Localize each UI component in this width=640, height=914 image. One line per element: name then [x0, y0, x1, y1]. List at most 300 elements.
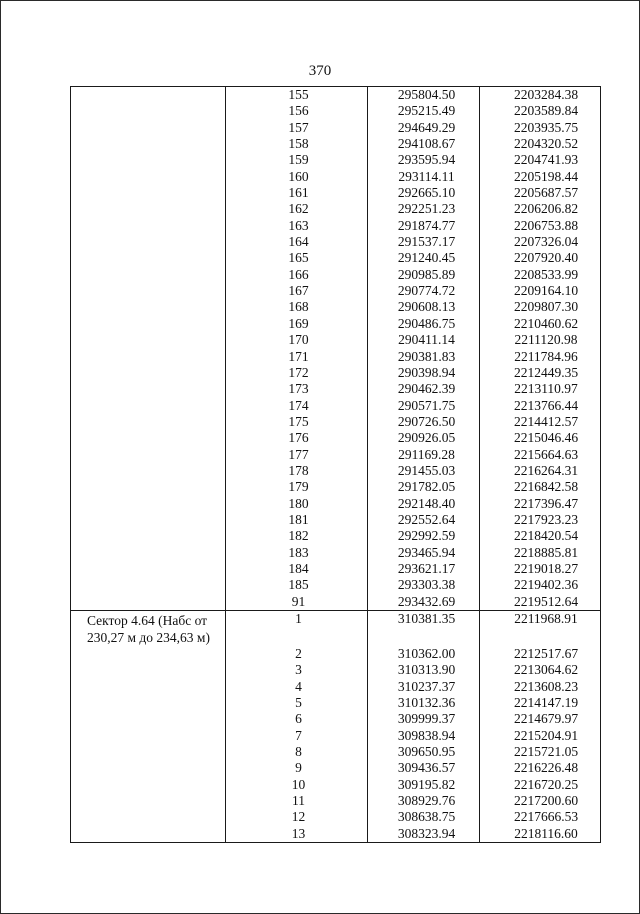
x-coordinate-value: 295215.49 [397, 103, 456, 119]
sector-cell [71, 826, 226, 843]
y-coordinate-cell [480, 463, 601, 479]
x-coordinate-cell [368, 728, 480, 744]
point-number-value: 161 [288, 185, 309, 201]
x-coordinate-cell [368, 577, 480, 593]
y-coordinate-value: 2219018.27 [513, 560, 579, 576]
point-number-value: 169 [288, 315, 309, 331]
y-coordinate-cell [480, 349, 601, 365]
sector-cell [71, 87, 226, 104]
table-row [71, 381, 601, 397]
point-number-cell [226, 662, 368, 678]
y-coordinate-value: 2205198.44 [513, 168, 579, 184]
y-coordinate-cell [480, 777, 601, 793]
sector-cell [71, 711, 226, 727]
y-coordinate-value: 2203284.38 [513, 87, 579, 102]
y-coordinate-value: 2213064.62 [513, 662, 579, 678]
x-coordinate-cell [368, 283, 480, 299]
point-number-value: 158 [288, 136, 309, 152]
point-number-value: 3 [295, 662, 302, 678]
point-number-value: 166 [288, 266, 309, 282]
y-coordinate-cell [480, 414, 601, 430]
x-coordinate-value: 292665.10 [397, 185, 456, 201]
x-coordinate-value: 290411.14 [398, 332, 455, 348]
point-number-value: 165 [288, 250, 309, 266]
y-coordinate-value: 2217200.60 [513, 793, 579, 809]
y-coordinate-value: 2214679.97 [513, 711, 579, 727]
coordinates-table [70, 86, 601, 843]
sector-cell [71, 646, 226, 662]
y-coordinate-cell [480, 793, 601, 809]
table-row [71, 349, 601, 365]
sector-cell [71, 744, 226, 760]
x-coordinate-value: 291537.17 [397, 234, 456, 250]
x-coordinate-value: 310313.90 [397, 662, 456, 678]
x-coordinate-value: 292148.40 [397, 495, 456, 511]
x-coordinate-value: 294108.67 [397, 136, 456, 152]
table-row [71, 777, 601, 793]
table-row [71, 250, 601, 266]
y-coordinate-value: 2210460.62 [513, 315, 579, 331]
y-coordinate-value: 2214412.57 [513, 413, 579, 429]
y-coordinate-cell [480, 512, 601, 528]
x-coordinate-cell [368, 349, 480, 365]
table-row [71, 283, 601, 299]
point-number-cell [226, 826, 368, 843]
point-number-cell [226, 381, 368, 397]
sector-cell [71, 365, 226, 381]
sector-cell [71, 316, 226, 332]
sector-cell [71, 332, 226, 348]
y-coordinate-value: 2215204.91 [513, 727, 579, 743]
x-coordinate-cell [368, 430, 480, 446]
y-coordinate-cell [480, 283, 601, 299]
y-coordinate-cell [480, 577, 601, 593]
y-coordinate-cell [480, 234, 601, 250]
x-coordinate-value: 293621.17 [397, 560, 456, 576]
x-coordinate-value: 290774.72 [397, 283, 456, 299]
x-coordinate-cell [368, 414, 480, 430]
point-number-cell [226, 169, 368, 185]
y-coordinate-cell [480, 744, 601, 760]
y-coordinate-value: 2211120.98 [514, 332, 578, 348]
y-coordinate-value: 2203589.84 [513, 103, 579, 119]
y-coordinate-cell [480, 561, 601, 577]
y-coordinate-value: 2217396.47 [513, 495, 579, 511]
x-coordinate-value: 309999.37 [397, 711, 456, 727]
x-coordinate-cell [368, 267, 480, 283]
point-number-value: 163 [288, 217, 309, 233]
y-coordinate-value: 2212517.67 [513, 646, 579, 661]
y-coordinate-value: 2215046.46 [513, 430, 579, 446]
point-number-value: 185 [288, 577, 309, 593]
sector-cell [71, 679, 226, 695]
point-number-value: 183 [288, 544, 309, 560]
x-coordinate-value: 308638.75 [397, 809, 456, 825]
point-number-cell [226, 679, 368, 695]
sector-cell [71, 777, 226, 793]
x-coordinate-value: 290726.50 [397, 413, 456, 429]
sector-cell [71, 512, 226, 528]
table-row [71, 218, 601, 234]
point-number-value: 157 [288, 119, 309, 135]
y-coordinate-cell [480, 316, 601, 332]
x-coordinate-value: 309838.94 [397, 727, 456, 743]
sector-cell [71, 136, 226, 152]
table-row [71, 512, 601, 528]
x-coordinate-value: 290398.94 [397, 364, 456, 380]
sector-cell [71, 479, 226, 495]
point-number-cell [226, 283, 368, 299]
sector-cell [71, 695, 226, 711]
point-number-value: 175 [288, 413, 309, 429]
x-coordinate-value: 292251.23 [397, 201, 456, 217]
point-number-cell [226, 577, 368, 593]
y-coordinate-value: 2205687.57 [513, 185, 579, 201]
table-row [71, 760, 601, 776]
x-coordinate-cell [368, 234, 480, 250]
point-number-value: 159 [288, 152, 309, 168]
point-number-value: 7 [295, 727, 302, 743]
point-number-cell [226, 136, 368, 152]
point-number-cell [226, 316, 368, 332]
y-coordinate-cell [480, 711, 601, 727]
y-coordinate-value: 2219512.64 [513, 593, 579, 609]
point-number-cell [226, 463, 368, 479]
point-number-cell [226, 646, 368, 662]
x-coordinate-cell [368, 136, 480, 152]
x-coordinate-value: 293114.11 [398, 168, 455, 184]
point-number-cell [226, 398, 368, 414]
point-number-cell [226, 430, 368, 446]
y-coordinate-cell [480, 496, 601, 512]
table-row [71, 809, 601, 825]
table-row [71, 169, 601, 185]
x-coordinate-cell [368, 381, 480, 397]
y-coordinate-value: 2216226.48 [513, 760, 579, 776]
y-coordinate-value: 2211784.96 [514, 348, 578, 364]
point-number-value: 155 [288, 87, 309, 102]
point-number-value: 11 [292, 793, 305, 809]
point-number-value: 170 [288, 332, 309, 348]
x-coordinate-value: 309650.95 [397, 744, 456, 760]
sector-cell [71, 299, 226, 315]
x-coordinate-cell [368, 479, 480, 495]
y-coordinate-value: 2215664.63 [513, 446, 579, 462]
point-number-value: 5 [295, 695, 302, 711]
table-row [71, 528, 601, 544]
table-row [71, 695, 601, 711]
point-number-cell [226, 103, 368, 119]
y-coordinate-value: 2216264.31 [513, 462, 579, 478]
table-row [71, 316, 601, 332]
y-coordinate-cell [480, 103, 601, 119]
y-coordinate-value: 2217666.53 [513, 809, 579, 825]
y-coordinate-value: 2209807.30 [513, 299, 579, 315]
x-coordinate-cell [368, 398, 480, 414]
x-coordinate-cell [368, 528, 480, 544]
table-row [71, 152, 601, 168]
sector-cell [71, 414, 226, 430]
sector-cell [71, 267, 226, 283]
point-number-value: 177 [288, 446, 309, 462]
sector-cell [71, 169, 226, 185]
sector-cell [71, 250, 226, 266]
x-coordinate-value: 290985.89 [397, 266, 456, 282]
point-number-cell [226, 447, 368, 463]
x-coordinate-cell [368, 711, 480, 727]
x-coordinate-value: 291169.28 [398, 446, 455, 462]
y-coordinate-value: 2214147.19 [513, 695, 579, 711]
x-coordinate-cell [368, 826, 480, 843]
x-coordinate-value: 295804.50 [397, 87, 456, 102]
sector-cell [71, 447, 226, 463]
point-number-cell [226, 512, 368, 528]
table-row [71, 496, 601, 512]
y-coordinate-cell [480, 152, 601, 168]
point-number-value: 13 [291, 825, 306, 841]
x-coordinate-cell [368, 695, 480, 711]
y-coordinate-cell [480, 87, 601, 104]
point-number-cell [226, 218, 368, 234]
sector-cell [71, 152, 226, 168]
table-row [71, 365, 601, 381]
point-number-value: 182 [288, 528, 309, 544]
x-coordinate-cell [368, 299, 480, 315]
x-coordinate-cell [368, 332, 480, 348]
x-coordinate-cell [368, 103, 480, 119]
point-number-cell [226, 234, 368, 250]
y-coordinate-cell [480, 760, 601, 776]
sector-cell [71, 218, 226, 234]
y-coordinate-cell [480, 679, 601, 695]
x-coordinate-value: 290486.75 [397, 315, 456, 331]
sector-cell [71, 793, 226, 809]
y-coordinate-cell [480, 545, 601, 561]
point-number-value: 9 [295, 760, 302, 776]
point-number-cell [226, 594, 368, 611]
point-number-value: 179 [288, 479, 309, 495]
point-number-value: 181 [288, 511, 309, 527]
y-coordinate-value: 2213766.44 [513, 397, 579, 413]
y-coordinate-cell [480, 250, 601, 266]
y-coordinate-cell [480, 695, 601, 711]
y-coordinate-value: 2216720.25 [513, 776, 579, 792]
sector-cell [71, 283, 226, 299]
sector-cell [71, 398, 226, 414]
point-number-value: 184 [288, 560, 309, 576]
x-coordinate-value: 291782.05 [397, 479, 456, 495]
x-coordinate-cell [368, 87, 480, 104]
table-row [71, 662, 601, 678]
sector-cell [71, 611, 226, 647]
y-coordinate-cell [480, 201, 601, 217]
table-row [71, 120, 601, 136]
y-coordinate-value: 2213608.23 [513, 678, 579, 694]
x-coordinate-cell [368, 250, 480, 266]
point-number-value: 156 [288, 103, 309, 119]
point-number-cell [226, 611, 368, 647]
point-number-cell [226, 528, 368, 544]
x-coordinate-cell [368, 679, 480, 695]
x-coordinate-value: 290462.39 [397, 381, 456, 397]
x-coordinate-value: 290608.13 [397, 299, 456, 315]
x-coordinate-cell [368, 809, 480, 825]
y-coordinate-value: 2204741.93 [513, 152, 579, 168]
y-coordinate-cell [480, 646, 601, 662]
table-row [71, 234, 601, 250]
point-number-cell [226, 365, 368, 381]
sector-cell [71, 496, 226, 512]
x-coordinate-cell [368, 316, 480, 332]
sector-cell [71, 809, 226, 825]
point-number-value: 160 [288, 168, 309, 184]
point-number-cell [226, 201, 368, 217]
x-coordinate-value: 309436.57 [397, 760, 456, 776]
sector-cell [71, 561, 226, 577]
point-number-cell [226, 744, 368, 760]
point-number-cell [226, 299, 368, 315]
x-coordinate-value: 292992.59 [397, 528, 456, 544]
point-number-cell [226, 267, 368, 283]
y-coordinate-value: 2208533.99 [513, 266, 579, 282]
point-number-cell [226, 711, 368, 727]
y-coordinate-value: 2211968.91 [514, 611, 578, 626]
point-number-cell [226, 479, 368, 495]
point-number-cell [226, 728, 368, 744]
table-row [71, 332, 601, 348]
y-coordinate-value: 2206753.88 [513, 217, 579, 233]
x-coordinate-value: 291874.77 [397, 217, 456, 233]
sector-cell [71, 760, 226, 776]
x-coordinate-value: 292552.64 [397, 511, 456, 527]
point-number-value: 167 [288, 283, 309, 299]
point-number-value: 172 [288, 364, 309, 380]
point-number-cell [226, 349, 368, 365]
y-coordinate-cell [480, 809, 601, 825]
point-number-value: 1 [295, 611, 302, 626]
y-coordinate-cell [480, 136, 601, 152]
point-number-value: 162 [288, 201, 309, 217]
x-coordinate-cell [368, 744, 480, 760]
y-coordinate-cell [480, 381, 601, 397]
point-number-value: 171 [288, 348, 309, 364]
sector-cell [71, 662, 226, 678]
table-row [71, 611, 601, 647]
point-number-value: 2 [295, 646, 302, 661]
y-coordinate-cell [480, 299, 601, 315]
y-coordinate-cell [480, 594, 601, 611]
x-coordinate-cell [368, 561, 480, 577]
y-coordinate-value: 2207920.40 [513, 250, 579, 266]
sector-cell [71, 120, 226, 136]
y-coordinate-cell [480, 728, 601, 744]
x-coordinate-cell [368, 512, 480, 528]
x-coordinate-value: 310381.35 [397, 611, 456, 626]
table-row [71, 646, 601, 662]
y-coordinate-cell [480, 479, 601, 495]
y-coordinate-cell [480, 662, 601, 678]
y-coordinate-cell [480, 365, 601, 381]
table-row [71, 430, 601, 446]
y-coordinate-cell [480, 826, 601, 843]
point-number-cell [226, 777, 368, 793]
x-coordinate-value: 293303.38 [397, 577, 456, 593]
table-row [71, 545, 601, 561]
table-row [71, 136, 601, 152]
table-row [71, 711, 601, 727]
point-number-value: 91 [291, 593, 306, 609]
x-coordinate-value: 310362.00 [397, 646, 456, 661]
y-coordinate-value: 2209164.10 [513, 283, 579, 299]
sector-cell [71, 463, 226, 479]
x-coordinate-value: 308929.76 [397, 793, 456, 809]
point-number-cell [226, 250, 368, 266]
sector-cell [71, 201, 226, 217]
point-number-value: 176 [288, 430, 309, 446]
x-coordinate-value: 309195.82 [397, 776, 456, 792]
x-coordinate-cell [368, 185, 480, 201]
point-number-cell [226, 561, 368, 577]
sector-cell [71, 577, 226, 593]
sector-cell [71, 594, 226, 611]
x-coordinate-cell [368, 152, 480, 168]
point-number-cell [226, 793, 368, 809]
y-coordinate-value: 2215721.05 [513, 744, 579, 760]
y-coordinate-value: 2217923.23 [513, 511, 579, 527]
x-coordinate-cell [368, 594, 480, 611]
sector-cell [71, 381, 226, 397]
y-coordinate-cell [480, 430, 601, 446]
table-row [71, 267, 601, 283]
x-coordinate-cell [368, 777, 480, 793]
point-number-cell [226, 414, 368, 430]
sector-cell [71, 528, 226, 544]
x-coordinate-cell [368, 646, 480, 662]
y-coordinate-cell [480, 528, 601, 544]
sector-cell [71, 185, 226, 201]
x-coordinate-value: 310237.37 [397, 678, 456, 694]
point-number-value: 164 [288, 234, 309, 250]
x-coordinate-value: 308323.94 [397, 825, 456, 841]
table-row [71, 87, 601, 104]
y-coordinate-value: 2218116.60 [514, 825, 578, 841]
x-coordinate-cell [368, 169, 480, 185]
point-number-cell [226, 87, 368, 104]
table-row [71, 577, 601, 593]
x-coordinate-value: 293465.94 [397, 544, 456, 560]
x-coordinate-value: 310132.36 [397, 695, 456, 711]
y-coordinate-value: 2207326.04 [513, 234, 579, 250]
x-coordinate-cell [368, 365, 480, 381]
x-coordinate-value: 293432.69 [397, 593, 456, 609]
sector-label: Сектор 4.64 (Набс от 230,27 м до 234,63 м) [87, 613, 210, 645]
y-coordinate-value: 2212449.35 [513, 364, 579, 380]
x-coordinate-value: 290571.75 [397, 397, 456, 413]
point-number-value: 4 [295, 678, 302, 694]
table-row [71, 793, 601, 809]
point-number-cell [226, 332, 368, 348]
point-number-value: 10 [291, 776, 306, 792]
point-number-cell [226, 152, 368, 168]
x-coordinate-value: 291455.03 [397, 462, 456, 478]
y-coordinate-value: 2206206.82 [513, 201, 579, 217]
x-coordinate-cell [368, 545, 480, 561]
y-coordinate-cell [480, 185, 601, 201]
sector-cell [71, 728, 226, 744]
x-coordinate-value: 293595.94 [397, 152, 456, 168]
y-coordinate-value: 2218420.54 [513, 528, 579, 544]
y-coordinate-value: 2203935.75 [513, 119, 579, 135]
